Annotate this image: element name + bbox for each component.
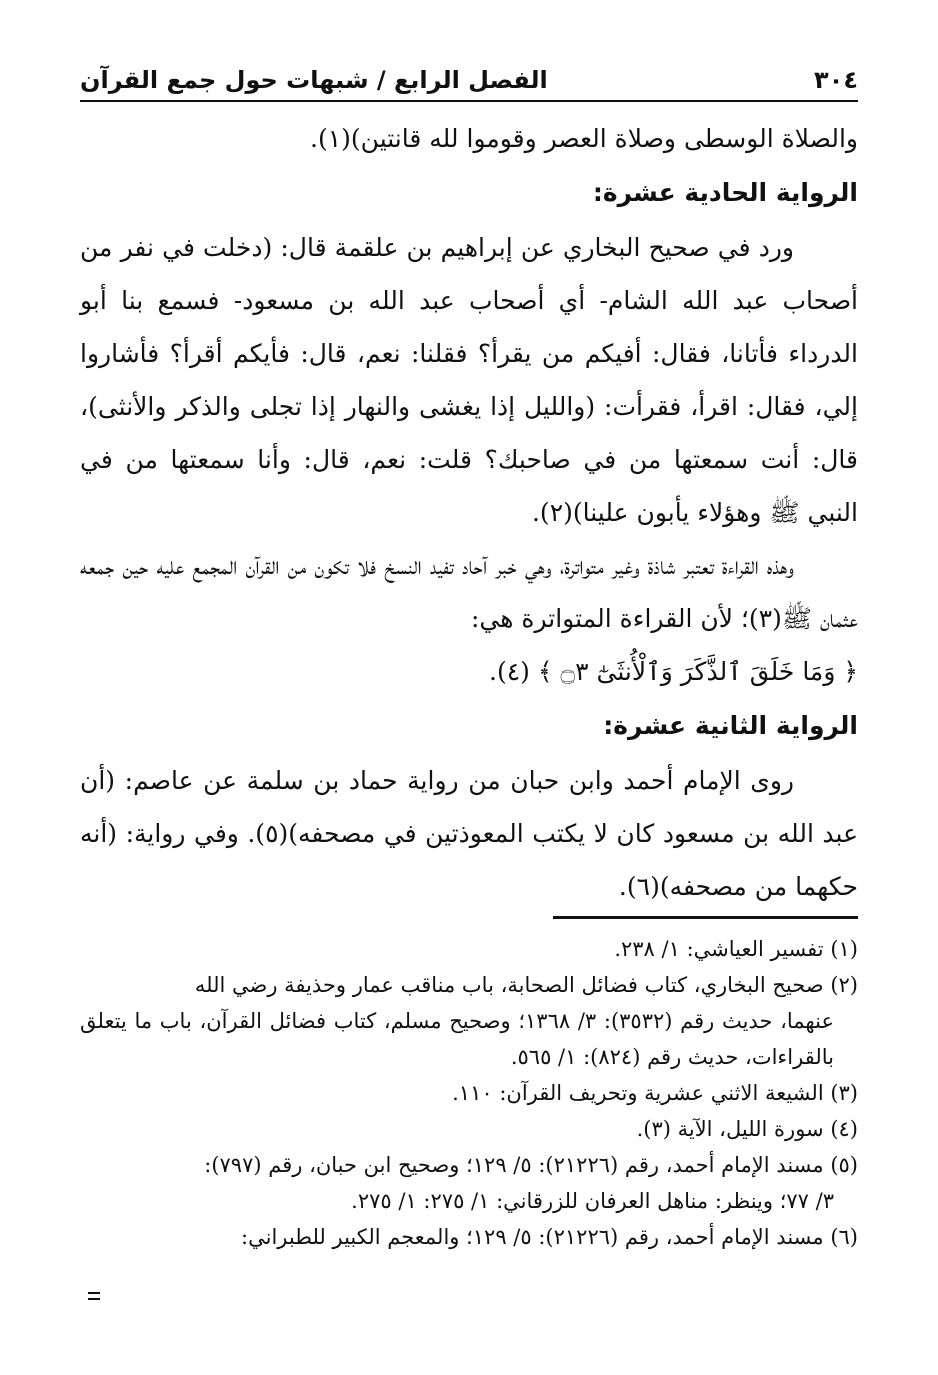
footnote-2-line1: (٢) صحيح البخاري، كتاب فضائل الصحابة، باب مناقب عمار وحذيفة رضي الله	[194, 973, 858, 997]
running-header	[80, 60, 858, 102]
paragraph-shadh-reading: وهذه القراءة تعتبر شاذة وغير متواترة، وهي خبر آحاد تفيد النسخ فلا تكون من القرآن المجمع عليه حين جمعه عثمان ﷺ(٣)؛ لأن القراءة المتواترة هي:	[80, 551, 858, 633]
footnote-2	[80, 967, 858, 1075]
page-number: ٣٠٤	[814, 66, 858, 94]
footnote-2-cont: عنهما، حديث رقم (٣٥٣٢): ٣/ ١٣٦٨؛ وصحيح مسلم، كتاب فضائل القرآن، باب ما يتعلق بالقراءات، حديث رقم (٨٢٤): ١/ ٥٦٥.	[80, 1009, 834, 1069]
paragraph-continuation: والصلاة الوسطى وصلاة العصر وقوموا لله قانتين)(١).	[310, 124, 858, 153]
footnote-5-line1: (٥) مسند الإمام أحمد، رقم (٢١٢٢٦): ٥/ ١٢٩؛ وصحيح ابن حبان، رقم (٧٩٧):	[204, 1153, 858, 1177]
footnote-divider	[553, 916, 858, 919]
main-text	[80, 112, 858, 913]
continuation-mark	[88, 1292, 100, 1300]
paragraph-bukhari: ورد في صحيح البخاري عن إبراهيم بن علقمة قال: (دخلت في نفر من أصحاب عبد الله الشام- أي أصحاب عبد الله بن مسعود- فسمع بنا أبو الدرداء فأتانا، فقال: أفيكم من يقرأ؟ فقلنا: نعم، قال: فأيكم أقرأ؟ فأشاروا إلي، فقال: اقرأ، فقرأت: (والليل إذا يغشى والنهار إذا تجلى والذكر والأنثى)، قال: أنت سمعتها من في صاحبك؟ قلت: نعم، قال: وأنا سمعتها من في النبي ﷺ وهؤلاء يأبون علينا)(٢).	[80, 233, 858, 527]
chapter-title: الفصل الرابع / شبهات حول جمع القرآن	[80, 66, 548, 94]
footnote-3: (٣) الشيعة الاثني عشرية وتحريف القرآن: ١١٠.	[452, 1081, 858, 1105]
footnote-5-cont: ٣/ ٧٧؛ وينظر: مناهل العرفان للزرقاني: ١/ ٢٧٥: ١/ ٢٧٥.	[351, 1189, 834, 1213]
footnotes	[80, 916, 858, 1255]
footnote-5	[80, 1147, 858, 1219]
footnote-1: (١) تفسير العياشي: ١/ ٢٣٨.	[614, 937, 858, 961]
quran-verse: ﴿ وَمَا خَلَقَ ٱلذَّكَرَ وَٱلْأُنثَىٰٓ ۝٣ ﴾ (٤).	[489, 657, 858, 686]
section-heading-12: الرواية الثانية عشرة:	[603, 711, 858, 740]
section-heading-11: الرواية الحادية عشرة:	[592, 178, 858, 207]
footnote-4: (٤) سورة الليل، الآية (٣).	[636, 1117, 858, 1141]
paragraph-ahmad: روى الإمام أحمد وابن حبان من رواية حماد بن سلمة عن عاصم: (أن عبد الله بن مسعود كان لا يكتب المعوذتين في مصحفه)(٥). وفي رواية: (أنه حكهما من مصحفه)(٦).	[80, 766, 858, 901]
footnote-6: (٦) مسند الإمام أحمد، رقم (٢١٢٢٦): ٥/ ١٢٩؛ والمعجم الكبير للطبراني:	[241, 1225, 858, 1249]
